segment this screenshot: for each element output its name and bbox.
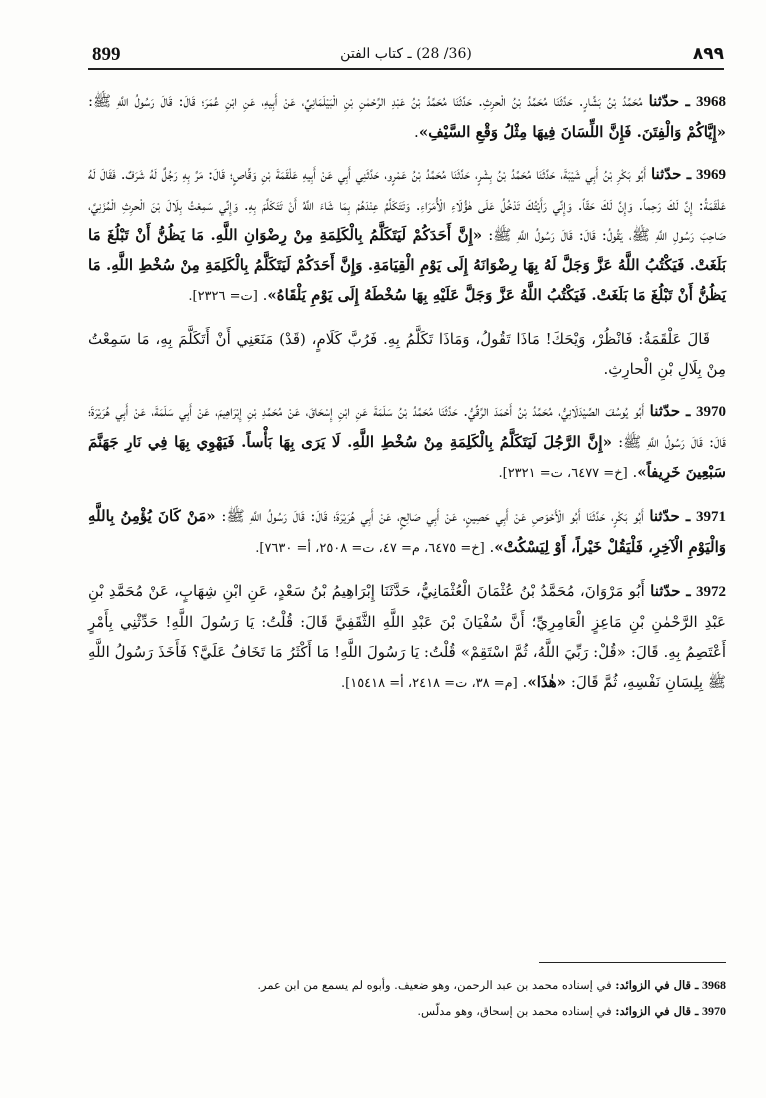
page-number-latin: 899 bbox=[92, 44, 121, 65]
isnad: أَبُو يُوسُفَ الصَّيْدَلَانِيُّ، مُحَمَّدُ بْنُ أَحْمَدَ الرَّقِّيُّ. حَدَّثَنَا مُحَمَّدُ بْنُ سَلَمَةَ عَنِ ابْنِ إِسْحَاقَ، عَنْ مُحَمَّدِ بْنِ إِبْرَاهِيمَ، عَنْ أَبِي سَلَمَةَ، عَنْ أَبِي هُرَيْرَةَ؛ قَالَ: قَالَ رَسُولُ اللَّهِ ﷺ: bbox=[88, 402, 726, 451]
alqama-comment: قَالَ عَلْقَمَةُ: فَانْظُرْ، وَيْحَكَ! مَاذَا تَقُولُ، وَمَاذَا تَكَلَّمُ بِهِ. فَرُبَّ كَلَامٍ، (قَدْ) مَنَعَنِي أَنْ أَتَكَلَّمَ بِهِ، مَا سَمِعْتُ مِنْ بِلَالِ بْنِ الْحارِثِ. bbox=[88, 330, 726, 378]
isnad: أَبُو بَكْرِ بْنُ أَبِي شَيْبَةَ، حَدَّثَنَا مُحَمَّدُ بْنُ بِشْرٍ، حَدَّثَنَا مُحَمَّدُ بْنُ عَمْرٍو، حَدَّثَنِي أَبِي عَنْ أَبِيهِ عَلْقَمَةَ بْنِ وَقَّاصٍ؛ قَالَ: مَرَّ بِهِ رَجُلٌ لَهُ شَرَفٌ. فَقَالَ لَهُ عَلْقَمَةُ: إِنَّ لَكَ رَحِماً. وَإِنَّ لَكَ حَقّاً. وَإِنِّي رَأَيْتُكَ تَدْخُلُ عَلَى هٰؤُلَاءِ الْأُمَرَاءِ. وَتَتَكَلَّمُ عِنْدَهُمْ بِمَا شَاءَ اللَّهُ أَنْ تَتَكَلَّمَ بِهِ. وَإِنِّي سَمِعْتُ بِلَالَ بْنَ الْحرِثِ الْمُزَنِيَّ، صَاحِبَ رَسُولِ اللَّهِ ﷺ، يَقُولُ: قَالَ: قَالَ رَسُولُ اللَّهِ ﷺ: bbox=[88, 165, 726, 244]
isnad: أَبُو بَكْرٍ، حَدَّثَنَا أَبُو الْأَحْوَصِ عَنْ أَبِي حَصِينٍ، عَنْ أَبِي صَالِحٍ، عَنْ أَبِي هُرَيْرَةَ؛ قَالَ: قَالَ رَسُولُ اللَّهِ ﷺ: bbox=[221, 507, 644, 525]
hadith-end: . bbox=[414, 123, 419, 141]
hadith-intro: ـ حدّثنا bbox=[650, 582, 691, 600]
footnote-label: ـ قال في الزوائد: bbox=[615, 1004, 699, 1018]
matn: «إِنَّ الرَّجُلَ لَيَتَكَلَّمُ بِالْكَلِمَةِ مِنْ سُخْطِ اللَّهِ. لَا يَرَى بِهَا بَأْساً. فَيَهْوِي بِهَا فِي نَارِ جَهَنَّمَ سَبْعِينَ خَرِيفاً» bbox=[88, 433, 726, 481]
hadith-3969 bbox=[88, 159, 726, 312]
cross-reference: [خ= ٦٤٧٧، ت= ٢٣٢١]. bbox=[498, 466, 628, 481]
footnote-number: 3970 bbox=[702, 1004, 726, 1018]
page-header bbox=[88, 36, 724, 70]
matn: «إِيَّاكُمْ وَالْفِتَنَ. فَإِنَّ اللِّسَانَ فِيهَا مِثْلُ وَقْعِ السَّيْفِ» bbox=[418, 123, 726, 141]
hadith-intro: ـ حدّثنا bbox=[648, 92, 690, 110]
matn: «مَنْ كَانَ يُؤْمِنُ بِاللَّهِ وَالْيَوْمِ الْآخِرِ، فَلْيَقُلْ خَيْراً، أَوْ لِيَسْكُتْ» bbox=[88, 507, 726, 556]
hadith-number: 3970 bbox=[695, 404, 726, 420]
matn: «إِنَّ أَحَدَكُمْ لَيَتَكَلَّمُ بِالْكَلِمَةِ مِنْ رِضْوَانِ اللَّهِ. مَا يَظُنُّ أَنْ تَبْلُغَ مَا بَلَغَتْ. فَيَكْتُبُ اللَّهُ عَزَّ وَجَلَّ لَهُ بِهَا رِضْوَانَهُ إِلَى يَوْمِ الْقِيَامَةِ. وَإِنَّ أَحَدَكُمْ لَيَتَكَلَّمُ بِالْكَلِمَةِ مِنْ سُخْطِ اللَّهِ. مَا يَظُنُّ أَنْ تَبْلُغَ مَا بَلَغَتْ. فَيَكْتُبُ اللَّهُ عَزَّ وَجَلَّ عَلَيْهِ بِهَا سُخْطَهُ إِلَى يَوْمِ يَلْقَاهُ» bbox=[88, 226, 726, 304]
footnotes bbox=[88, 972, 726, 1024]
header-rule bbox=[88, 68, 724, 70]
hadith-intro: ـ حدّثنا bbox=[649, 402, 691, 420]
matn: «هٰذَا» bbox=[527, 673, 567, 691]
footnote-text: في إسناده محمد بن إسحاق، وهو مدلّس. bbox=[417, 1004, 612, 1018]
main-text bbox=[88, 86, 726, 711]
hadith-3968 bbox=[88, 86, 726, 147]
hadith-number: 3972 bbox=[695, 584, 726, 600]
hadith-number: 3969 bbox=[695, 167, 726, 183]
footnote-3968 bbox=[88, 972, 726, 998]
hadith-end: . bbox=[522, 673, 528, 691]
hadith-3972 bbox=[88, 576, 726, 699]
isnad: مُحَمَّدُ بْنُ بَشَّارٍ. حَدَّثَنَا مُحَمَّدُ بْنُ الْحرِثِ. حَدَّثَنَا مُحَمَّدُ بْنُ عَبْدِ الرَّحْمٰنِ بْنِ الْبَيْلَمَانِيِّ، عَنْ أَبِيهِ، عَنِ ابْنِ عُمَرَ؛ قَالَ: قَالَ رَسُولُ اللَّهِ ﷺ: bbox=[88, 92, 643, 110]
footnote-3970 bbox=[88, 998, 726, 1024]
hadith-end: . bbox=[262, 286, 268, 304]
hadith-end: . bbox=[489, 538, 495, 556]
cross-reference: [ت= ٢٣٢٦]. bbox=[188, 289, 258, 304]
footnote-rule bbox=[539, 962, 726, 963]
hadith-number: 3968 bbox=[695, 94, 726, 110]
running-title: (36/ 28) ـ كتاب الفتن bbox=[340, 46, 472, 62]
footnote-label: ـ قال في الزوائد: bbox=[615, 978, 699, 992]
footnote-number: 3968 bbox=[702, 978, 726, 992]
hadith-3970 bbox=[88, 396, 726, 489]
hadith-end: . bbox=[632, 463, 638, 481]
hadith-number: 3971 bbox=[696, 509, 726, 525]
cross-reference: [م= ٣٨، ت= ٢٤١٨، أ= ١٥٤١٨]. bbox=[341, 676, 518, 691]
isnad: أَبُو مَرْوَانَ، مُحَمَّدُ بْنُ عُثْمَانَ الْعُثْمَانِيُّ، حَدَّثَنَا إِبْرَاهِيمُ بْنُ سَعْدٍ، عَنِ ابْنِ شِهَابٍ، عَنْ مُحَمَّدِ بْنِ عَبْدِ الرَّحْمٰنِ بْنِ مَاعِزٍ الْعَامِرِيِّ؛ أَنَّ سُفْيَانَ بْنَ عَبْدِ اللَّهِ الثَّقَفِيَّ قَالَ: قُلْتُ: يَا رَسُولَ اللَّهِ! حَدِّثْنِي بِأَمْرٍ أَعْتَصِمُ بِهِ. قَالَ: «قُلْ: رَبِّيَ اللَّهُ، ثُمَّ اسْتَقِمْ» قُلْتُ: يَا رَسُولَ اللَّهِ! مَا أَكْثَرُ مَا تَخَافُ عَلَيَّ؟ فَأَخَذَ رَسُولُ اللَّهِ ﷺ بِلِسَانِ نَفْسِهِ، ثُمَّ قَالَ: bbox=[88, 582, 726, 691]
footnote-text: في إسناده محمد بن عبد الرحمن، وهو ضعيف. وأبوه لم يسمع من ابن عمر. bbox=[257, 978, 612, 992]
hadith-intro: ـ حدّثنا bbox=[649, 507, 691, 525]
cross-reference: [خ= ٦٤٧٥، م= ٤٧، ت= ٢٥٠٨، أ= ٧٦٣٠]. bbox=[255, 541, 485, 556]
hadith-intro: ـ حدّثنا bbox=[650, 165, 692, 183]
hadith-3971 bbox=[88, 501, 726, 564]
page-number-arabic: ٨٩٩ bbox=[692, 44, 724, 64]
